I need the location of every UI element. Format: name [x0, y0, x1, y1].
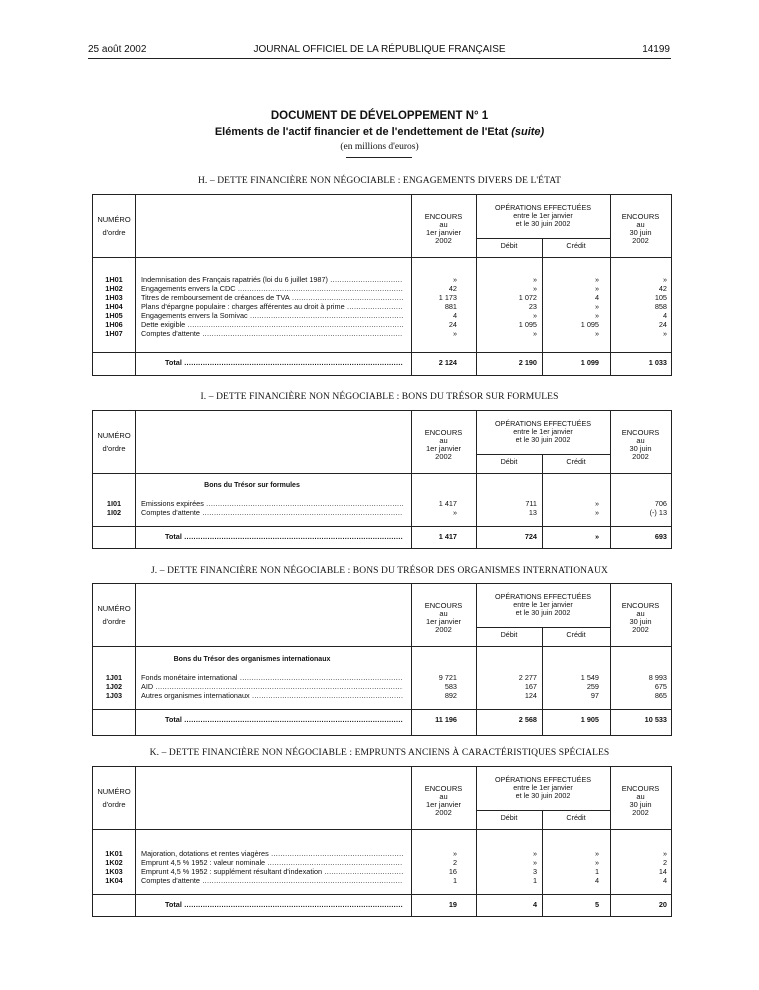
row-label: Emissions expirées .....	[141, 499, 403, 508]
total-rule	[93, 894, 671, 895]
row-value: »	[594, 311, 599, 320]
operations-header-line: entre le 1er janvier	[513, 427, 573, 436]
total-value: 724	[524, 532, 537, 541]
group-label: Bons du Trésor des organismes internationaux	[173, 656, 331, 663]
credit-header: Crédit	[566, 813, 586, 822]
debit-header: Débit	[500, 630, 518, 639]
row-value: »	[594, 508, 599, 517]
total-value: 5	[594, 900, 599, 909]
row-value: 4	[594, 876, 599, 885]
total-label: Total .....	[165, 532, 403, 541]
row-value: 13	[528, 508, 537, 517]
total-rule	[93, 709, 671, 710]
table-row	[93, 275, 673, 284]
section-title: K. – DETTE FINANCIÈRE NON NÉGOCIABLE : EMPRUNTS ANCIENS À CARACTÉRISTIQUES SPÉCIALES	[149, 748, 610, 758]
operations-header-line: entre le 1er janvier	[513, 783, 573, 792]
total-value: 20	[658, 900, 667, 909]
table-row	[93, 329, 673, 338]
row-value: 2 277	[518, 673, 537, 682]
row-value: 24	[448, 320, 457, 329]
table-row	[93, 849, 673, 858]
row-label: Emprunt 4,5 % 1952 : supplément résultant d'indexation .....	[141, 867, 403, 876]
encours-end-header	[610, 429, 671, 461]
row-code: 1H07	[105, 329, 123, 338]
row-value: »	[532, 849, 537, 858]
row-code: 1H05	[105, 311, 123, 320]
row-label: Autres organismes internationaux .....	[141, 691, 403, 700]
row-value: 881	[444, 302, 457, 311]
row-code: 1H03	[105, 293, 123, 302]
row-code: 1J02	[105, 682, 123, 691]
operations-header-line: et le 30 juin 2002	[515, 435, 571, 444]
row-value: 1 072	[518, 293, 537, 302]
operations-header-line: et le 30 juin 2002	[515, 608, 571, 617]
row-value: »	[452, 849, 457, 858]
operations-rule	[476, 238, 610, 239]
credit-header: Crédit	[566, 241, 586, 250]
encours-start-header-line: 2002	[435, 625, 452, 634]
total-row	[93, 532, 673, 541]
debit-header: Débit	[500, 241, 518, 250]
row-value: 4	[452, 311, 457, 320]
table-row	[93, 682, 673, 691]
row-code: 1H06	[105, 320, 123, 329]
operations-header-line: entre le 1er janvier	[513, 600, 573, 609]
total-value: 2 568	[518, 715, 537, 724]
encours-start-header-line: 2002	[435, 452, 452, 461]
credit-header: Crédit	[566, 630, 586, 639]
row-value: 1 417	[438, 499, 457, 508]
row-value: 1 095	[518, 320, 537, 329]
document-subtitle-suffix: (suite)	[511, 126, 545, 138]
row-value: 865	[654, 691, 667, 700]
ordre-label: d'ordre	[102, 800, 126, 809]
row-code: 1H02	[105, 284, 123, 293]
title-separator	[346, 157, 412, 158]
row-label: Engagements envers la CDC .....	[141, 284, 403, 293]
row-value: 124	[524, 691, 537, 700]
debit-header: Débit	[500, 813, 518, 822]
row-value: 97	[590, 691, 599, 700]
encours-start-header-line: au	[439, 792, 448, 801]
row-label: Indemnisation des Français rapatriés (loi du 6 juillet 1987) .....	[141, 275, 403, 284]
row-value: 2	[452, 858, 457, 867]
row-value: 3	[532, 867, 537, 876]
row-value: »	[662, 275, 667, 284]
encours-end-header-line: au	[636, 220, 645, 229]
operations-rule	[476, 810, 610, 811]
row-value: »	[662, 329, 667, 338]
operations-header-line: entre le 1er janvier	[513, 211, 573, 220]
encours-end-header-line: 2002	[632, 236, 649, 245]
section-table	[92, 583, 672, 736]
numero-header	[93, 429, 135, 455]
section-title: J. – DETTE FINANCIÈRE NON NÉGOCIABLE : BONS DU TRÉSOR DES ORGANISMES INTERNATIONAUX	[151, 566, 608, 576]
header-date: 25 août 2002	[88, 44, 147, 55]
table-row	[93, 673, 673, 682]
row-code: 1K01	[105, 849, 123, 858]
encours-start-header-line: 1er janvier	[425, 617, 462, 626]
encours-end-header-line: au	[636, 609, 645, 618]
row-label: Fonds monétaire international .....	[141, 673, 403, 682]
encours-end-header-line: 2002	[632, 808, 649, 817]
numero-header	[93, 602, 135, 628]
row-value: 1 549	[580, 673, 599, 682]
row-value: 711	[525, 499, 537, 508]
total-value: 1 417	[438, 532, 457, 541]
encours-start-header-line: 1er janvier	[425, 800, 462, 809]
encours-end-header-line: 30 juin	[629, 228, 652, 237]
total-value: 10 533	[644, 715, 667, 724]
row-label: Comptes d'attente .....	[141, 329, 403, 338]
row-value: 24	[658, 320, 667, 329]
row-value: 259	[586, 682, 599, 691]
row-value: (-) 13	[649, 508, 667, 517]
row-label: Engagements envers la Somivac .....	[141, 311, 403, 320]
row-value: »	[452, 275, 457, 284]
header-rule	[93, 646, 671, 647]
row-code: 1J01	[105, 673, 123, 682]
document-title: DOCUMENT DE DÉVELOPPEMENT N° 1	[270, 110, 489, 122]
table-row	[93, 320, 673, 329]
column-divider	[135, 411, 136, 548]
row-label: Plans d'épargne populaire : charges afférentes au droit à prime .....	[141, 302, 403, 311]
encours-start-header-line: 2002	[435, 808, 452, 817]
numero-label: NUMÉRO	[97, 431, 131, 440]
table-row	[93, 867, 673, 876]
encours-end-header-line: 2002	[632, 452, 649, 461]
row-value: »	[662, 849, 667, 858]
operations-header	[476, 593, 610, 617]
encours-end-header	[610, 213, 671, 245]
row-value: 105	[654, 293, 667, 302]
row-code: 1I02	[106, 508, 122, 517]
row-value: 1	[452, 876, 457, 885]
total-row	[93, 358, 673, 367]
row-value: »	[452, 508, 457, 517]
row-value: »	[532, 284, 537, 293]
row-value: 42	[448, 284, 457, 293]
total-value: 1 033	[648, 358, 667, 367]
encours-start-header	[411, 429, 476, 461]
row-code: 1K04	[105, 876, 123, 885]
row-code: 1J03	[105, 691, 123, 700]
encours-end-header-line: ENCOURS	[621, 601, 660, 610]
encours-start-header-line: au	[439, 220, 448, 229]
row-value: 858	[654, 302, 667, 311]
encours-start-header-line: au	[439, 436, 448, 445]
row-value: »	[532, 329, 537, 338]
encours-start-header	[411, 602, 476, 634]
encours-start-header-line: ENCOURS	[424, 212, 463, 221]
encours-end-header-line: ENCOURS	[621, 212, 660, 221]
total-label: Total .....	[165, 358, 403, 367]
row-value: 167	[524, 682, 537, 691]
row-value: 706	[654, 499, 667, 508]
total-value: 11 196	[435, 715, 457, 724]
ordre-label: d'ordre	[102, 617, 126, 626]
row-label: Comptes d'attente .....	[141, 508, 403, 517]
row-value: »	[594, 858, 599, 867]
row-value: 4	[662, 876, 667, 885]
total-value: »	[594, 532, 599, 541]
row-code: 1H01	[105, 275, 123, 284]
numero-header	[93, 213, 135, 239]
encours-end-header-line: 30 juin	[629, 800, 652, 809]
debit-header: Débit	[500, 457, 518, 466]
encours-start-header-line: 2002	[435, 236, 452, 245]
table-row	[93, 311, 673, 320]
encours-end-header-line: 2002	[632, 625, 649, 634]
row-value: »	[594, 284, 599, 293]
operations-header-line: OPÉRATIONS EFFECTUÉES	[494, 419, 592, 428]
total-value: 2 190	[518, 358, 537, 367]
header-rule	[93, 257, 671, 258]
section-table	[92, 410, 672, 549]
row-value: »	[594, 275, 599, 284]
numero-header	[93, 785, 135, 811]
encours-start-header-line: 1er janvier	[425, 444, 462, 453]
total-label: Total .....	[165, 900, 403, 909]
encours-end-header-line: 30 juin	[629, 617, 652, 626]
row-value: 8 993	[648, 673, 667, 682]
row-value: »	[532, 858, 537, 867]
encours-start-header-line: au	[439, 609, 448, 618]
ordre-label: d'ordre	[102, 228, 126, 237]
encours-start-header-line: ENCOURS	[424, 601, 463, 610]
total-value: 4	[532, 900, 537, 909]
total-row	[93, 900, 673, 909]
row-label: Comptes d'attente .....	[141, 876, 403, 885]
table-row	[93, 858, 673, 867]
operations-header-line: et le 30 juin 2002	[515, 219, 571, 228]
document-subtitle-text: Eléments de l'actif financier et de l'endettement de l'Etat	[214, 126, 509, 138]
total-rule	[93, 526, 671, 527]
credit-header: Crédit	[566, 457, 586, 466]
header-rule	[93, 829, 671, 830]
total-value: 2 124	[438, 358, 457, 367]
numero-label: NUMÉRO	[97, 787, 131, 796]
section-table	[92, 194, 672, 376]
row-value: »	[594, 329, 599, 338]
row-code: 1H04	[105, 302, 123, 311]
encours-end-header	[610, 602, 671, 634]
row-value: »	[452, 329, 457, 338]
table-row	[93, 876, 673, 885]
header-rule	[93, 473, 671, 474]
operations-header-line: OPÉRATIONS EFFECTUÉES	[494, 775, 592, 784]
numero-label: NUMÉRO	[97, 215, 131, 224]
encours-end-header-line: 30 juin	[629, 444, 652, 453]
row-value: »	[594, 302, 599, 311]
ordre-label: d'ordre	[102, 444, 126, 453]
row-value: 14	[658, 867, 667, 876]
total-value: 693	[654, 532, 667, 541]
total-label: Total .....	[165, 715, 403, 724]
row-value: 1	[532, 876, 537, 885]
encours-end-header	[610, 785, 671, 817]
table-row	[93, 508, 673, 517]
row-value: 1 173	[438, 293, 457, 302]
row-label: AID .....	[141, 682, 403, 691]
row-code: 1K02	[105, 858, 123, 867]
document-subtitle	[0, 126, 759, 138]
row-value: 9 721	[438, 673, 457, 682]
row-label: Majoration, dotations et rentes viagères .....	[141, 849, 403, 858]
operations-header	[476, 420, 610, 444]
row-value: »	[594, 849, 599, 858]
operations-rule	[476, 454, 610, 455]
total-value: 1 099	[580, 358, 599, 367]
section-title: H. – DETTE FINANCIÈRE NON NÉGOCIABLE : ENGAGEMENTS DIVERS DE L'ÉTAT	[197, 176, 562, 186]
table-row	[93, 499, 673, 508]
section-title: I. – DETTE FINANCIÈRE NON NÉGOCIABLE : BONS DU TRÉSOR SUR FORMULES	[200, 392, 559, 402]
operations-header-line: OPÉRATIONS EFFECTUÉES	[494, 592, 592, 601]
table-row	[93, 293, 673, 302]
row-value: 16	[448, 867, 457, 876]
encours-start-header-line: ENCOURS	[424, 428, 463, 437]
total-value: 19	[448, 900, 457, 909]
encours-end-header-line: au	[636, 436, 645, 445]
row-value: »	[532, 311, 537, 320]
encours-end-header-line: au	[636, 792, 645, 801]
total-rule	[93, 352, 671, 353]
operations-header	[476, 204, 610, 228]
table-row	[93, 302, 673, 311]
header-journal-title: JOURNAL OFFICIEL DE LA RÉPUBLIQUE FRANÇAISE	[253, 44, 506, 55]
table-row	[93, 284, 673, 293]
operations-header-line: OPÉRATIONS EFFECTUÉES	[494, 203, 592, 212]
row-value: 4	[594, 293, 599, 302]
row-value: 892	[444, 691, 457, 700]
row-code: 1K03	[105, 867, 123, 876]
header-rule	[88, 58, 671, 59]
encours-start-header	[411, 785, 476, 817]
row-value: 42	[658, 284, 667, 293]
group-label: Bons du Trésor sur formules	[204, 482, 300, 489]
encours-end-header-line: ENCOURS	[621, 784, 660, 793]
header-page-number: 14199	[642, 44, 670, 55]
row-value: 23	[528, 302, 537, 311]
row-value: 675	[654, 682, 667, 691]
row-label: Titres de remboursement de créances de TVA .....	[141, 293, 403, 302]
operations-header	[476, 776, 610, 800]
document-unit: (en millions d'euros)	[340, 142, 419, 152]
row-code: 1I01	[106, 499, 122, 508]
encours-start-header	[411, 213, 476, 245]
total-value: 1 905	[580, 715, 599, 724]
encours-start-header-line: ENCOURS	[424, 784, 463, 793]
row-label: Emprunt 4,5 % 1952 : valeur nominale .....	[141, 858, 403, 867]
row-value: »	[594, 499, 599, 508]
section-table	[92, 766, 672, 917]
row-label: Dette exigible .....	[141, 320, 403, 329]
row-value: 583	[444, 682, 457, 691]
encours-start-header-line: 1er janvier	[425, 228, 462, 237]
row-value: 1 095	[580, 320, 599, 329]
row-value: 2	[662, 858, 667, 867]
table-row	[93, 691, 673, 700]
row-value: 4	[662, 311, 667, 320]
encours-end-header-line: ENCOURS	[621, 428, 660, 437]
operations-rule	[476, 627, 610, 628]
numero-label: NUMÉRO	[97, 604, 131, 613]
row-value: 1	[594, 867, 599, 876]
row-value: »	[532, 275, 537, 284]
operations-header-line: et le 30 juin 2002	[515, 791, 571, 800]
total-row	[93, 715, 673, 724]
